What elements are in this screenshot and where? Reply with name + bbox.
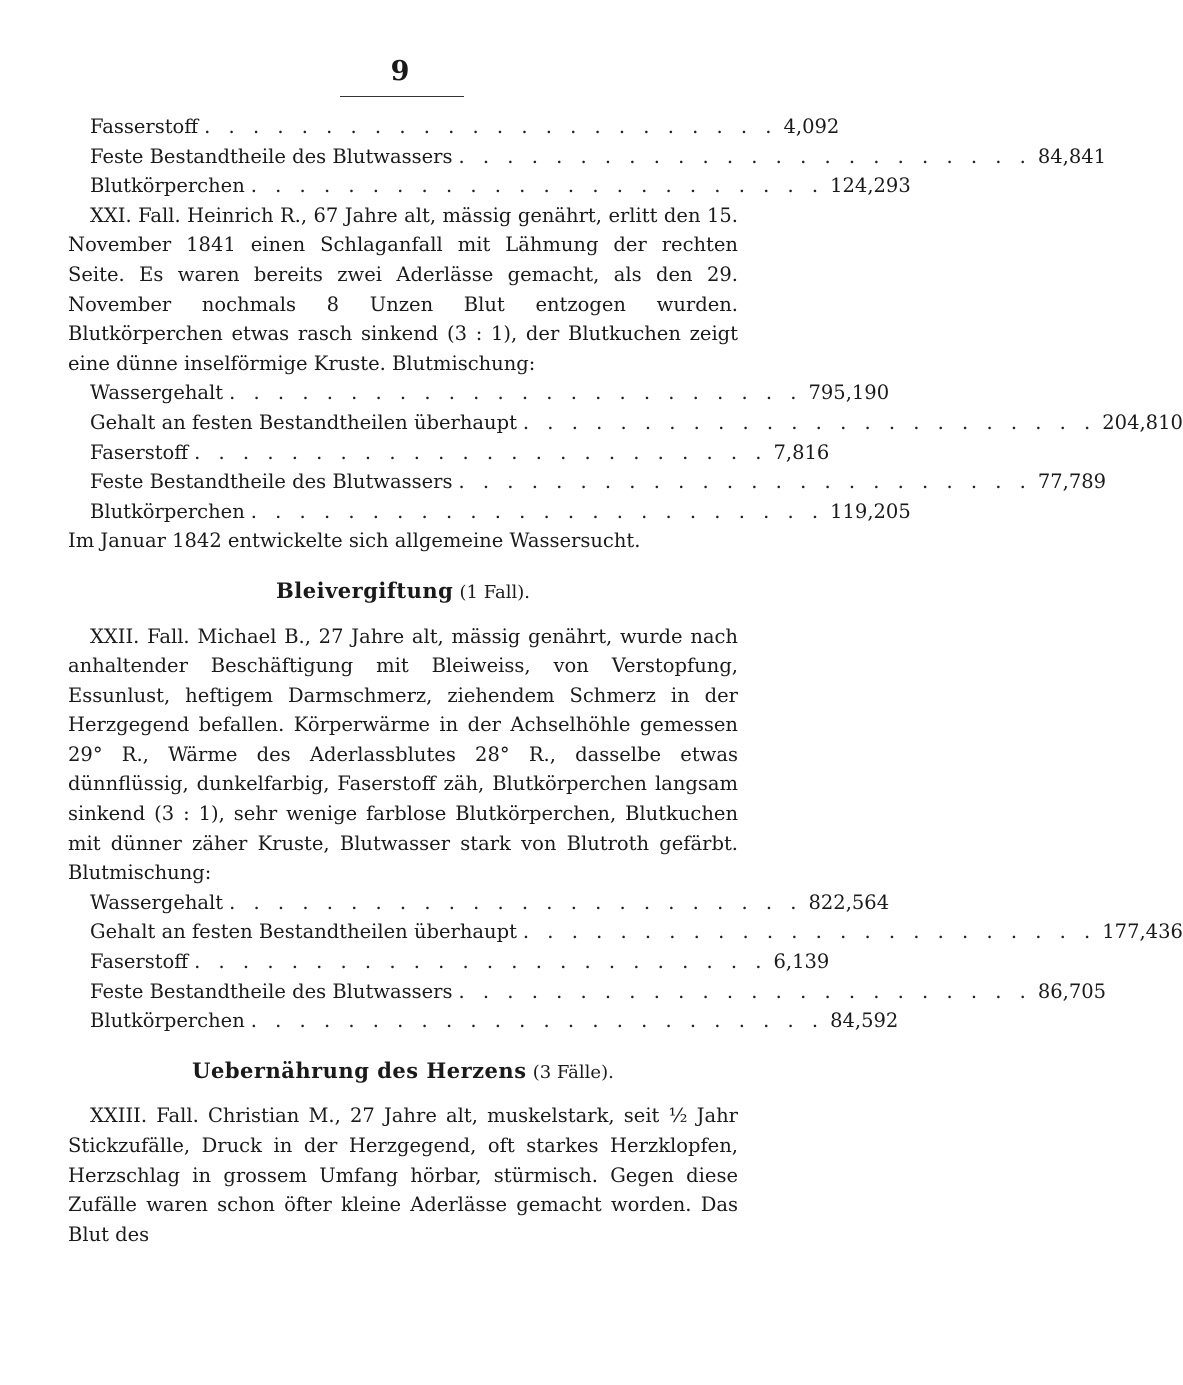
table-row xyxy=(68,917,1183,947)
case-21-closing: Im Januar 1842 entwickelte sich allgemeine Wassersucht. xyxy=(68,529,641,553)
row-label: Feste Bestandtheile des Blutwassers xyxy=(90,144,453,168)
row-value: 119,205 xyxy=(830,499,911,523)
row-value: 177,436 xyxy=(1102,920,1183,944)
row-value: 86,705 xyxy=(1037,979,1107,1003)
heading-count: (3 Fälle). xyxy=(532,1061,614,1083)
heading-title: Bleivergiftung xyxy=(276,577,454,603)
case-22-paragraph: XXII. Fall. Michael B., 27 Jahre alt, mässig genährt, wurde nach anhaltender Beschäftigung mit Bleiweiss, von Verstopfung, Essunlust, heftigem Darmschmerz, ziehendem Schmerz in der Herzgegend befallen. Körperwärme in der Achselhöhle gemessen 29° R., Wärme des Aderlassblutes 28° R., dasselbe etwas dünnflüssig, dunkelfarbig, Faserstoff zäh, Blutkörperchen langsam sinkend (3 : 1), sehr wenige farblose Blutkörperchen, Blutkuchen mit dünner zäher Kruste, Blutwasser stark von Blutroth gefärbt. Blutmischung: xyxy=(68,624,738,885)
table-row xyxy=(68,378,890,408)
row-value: 4,092 xyxy=(783,115,840,138)
section-heading-heart-hypertrophy xyxy=(68,1056,738,1088)
row-value: 204,810 xyxy=(1102,410,1183,434)
table-row xyxy=(68,112,840,142)
leader-dots: . . . . . . . . . . . . . . . . . . . . . . . . xyxy=(458,144,1032,168)
row-label: Faserstoff xyxy=(90,440,189,464)
row-label: Feste Bestandtheile des Blutwassers xyxy=(90,470,453,494)
leader-dots: . . . . . . . . . . . . . . . . . . . . . . . . xyxy=(250,174,825,198)
section-heading-lead-poisoning xyxy=(68,576,738,608)
leader-dots: . . . . . . . . . . . . . . . . . . . . . . . . xyxy=(204,115,778,138)
row-value: 84,841 xyxy=(1037,144,1107,168)
heading-title: Uebernährung des Herzens xyxy=(192,1057,527,1083)
row-value: 6,139 xyxy=(773,950,830,974)
leader-dots: . . . . . . . . . . . . . . . . . . . . . . . . xyxy=(229,381,803,405)
table-row xyxy=(68,142,1107,172)
row-label: Gehalt an festen Bestandtheilen überhaupt xyxy=(90,410,517,434)
row-label: Feste Bestandtheile des Blutwassers xyxy=(90,979,453,1003)
table-row xyxy=(68,888,890,918)
leader-dots: . . . . . . . . . . . . . . . . . . . . . . . . xyxy=(458,470,1032,494)
case-23-paragraph: XXIII. Fall. Christian M., 27 Jahre alt, muskelstark, seit ½ Jahr Stickzufälle, Druck in der Herzgegend, oft starkes Herzklopfen, Herzschlag in grossem Umfang hörbar, stürmisch. Gegen diese Zufälle waren schon öfter kleine Aderlässe gemacht worden. Das Blut des xyxy=(68,1104,738,1246)
row-label: Faserstoff xyxy=(90,950,189,974)
case-21-paragraph: XXI. Fall. Heinrich R., 67 Jahre alt, mässig genährt, erlitt den 15. November 1841 einen Schlaganfall mit Lähmung der rechten Seite. Es waren bereits zwei Aderlässe gemacht, als den 29. November nochmals 8 Unzen Blut entzogen wurden. Blutkörperchen etwas rasch sinkend (3 : 1), der Blutkuchen zeigt eine dünne inselförmige Kruste. Blutmischung: xyxy=(68,203,738,375)
page-body xyxy=(68,112,1183,1249)
leader-dots: . . . . . . . . . . . . . . . . . . . . . . . . xyxy=(250,1009,825,1033)
leader-dots: . . . . . . . . . . . . . . . . . . . . . . . . xyxy=(194,950,768,974)
row-value: 822,564 xyxy=(808,890,890,914)
row-label: Blutkörperchen xyxy=(90,1009,245,1033)
row-value: 124,293 xyxy=(830,174,911,198)
page-number: 9 xyxy=(390,56,410,87)
table-row xyxy=(68,977,1107,1007)
leader-dots: . . . . . . . . . . . . . . . . . . . . . . . . xyxy=(194,440,768,464)
header-rule xyxy=(340,96,464,97)
leader-dots: . . . . . . . . . . . . . . . . . . . . . . . . xyxy=(229,890,803,914)
row-label: Wassergehalt xyxy=(90,381,224,405)
row-label: Blutkörperchen xyxy=(90,174,245,198)
leader-dots: . . . . . . . . . . . . . . . . . . . . . . . . xyxy=(522,410,1097,434)
row-label: Blutkörperchen xyxy=(90,499,245,523)
row-value: 77,789 xyxy=(1037,470,1107,494)
table-row xyxy=(68,947,830,977)
row-value: 84,592 xyxy=(830,1009,899,1033)
row-label: Gehalt an festen Bestandtheilen überhaupt xyxy=(90,920,517,944)
leader-dots: . . . . . . . . . . . . . . . . . . . . . . . . xyxy=(250,499,825,523)
table-row xyxy=(68,497,911,527)
row-label: Fasserstoff xyxy=(90,115,199,138)
row-value: 7,816 xyxy=(773,440,830,464)
row-label: Wassergehalt xyxy=(90,890,224,914)
heading-count: (1 Fall). xyxy=(459,581,530,603)
table-row xyxy=(68,171,911,201)
leader-dots: . . . . . . . . . . . . . . . . . . . . . . . . xyxy=(458,979,1032,1003)
table-row xyxy=(68,467,1107,497)
table-row xyxy=(68,408,1183,438)
table-row xyxy=(68,1006,899,1036)
leader-dots: . . . . . . . . . . . . . . . . . . . . . . . . xyxy=(522,920,1097,944)
table-row xyxy=(68,438,830,468)
row-value: 795,190 xyxy=(808,381,890,405)
